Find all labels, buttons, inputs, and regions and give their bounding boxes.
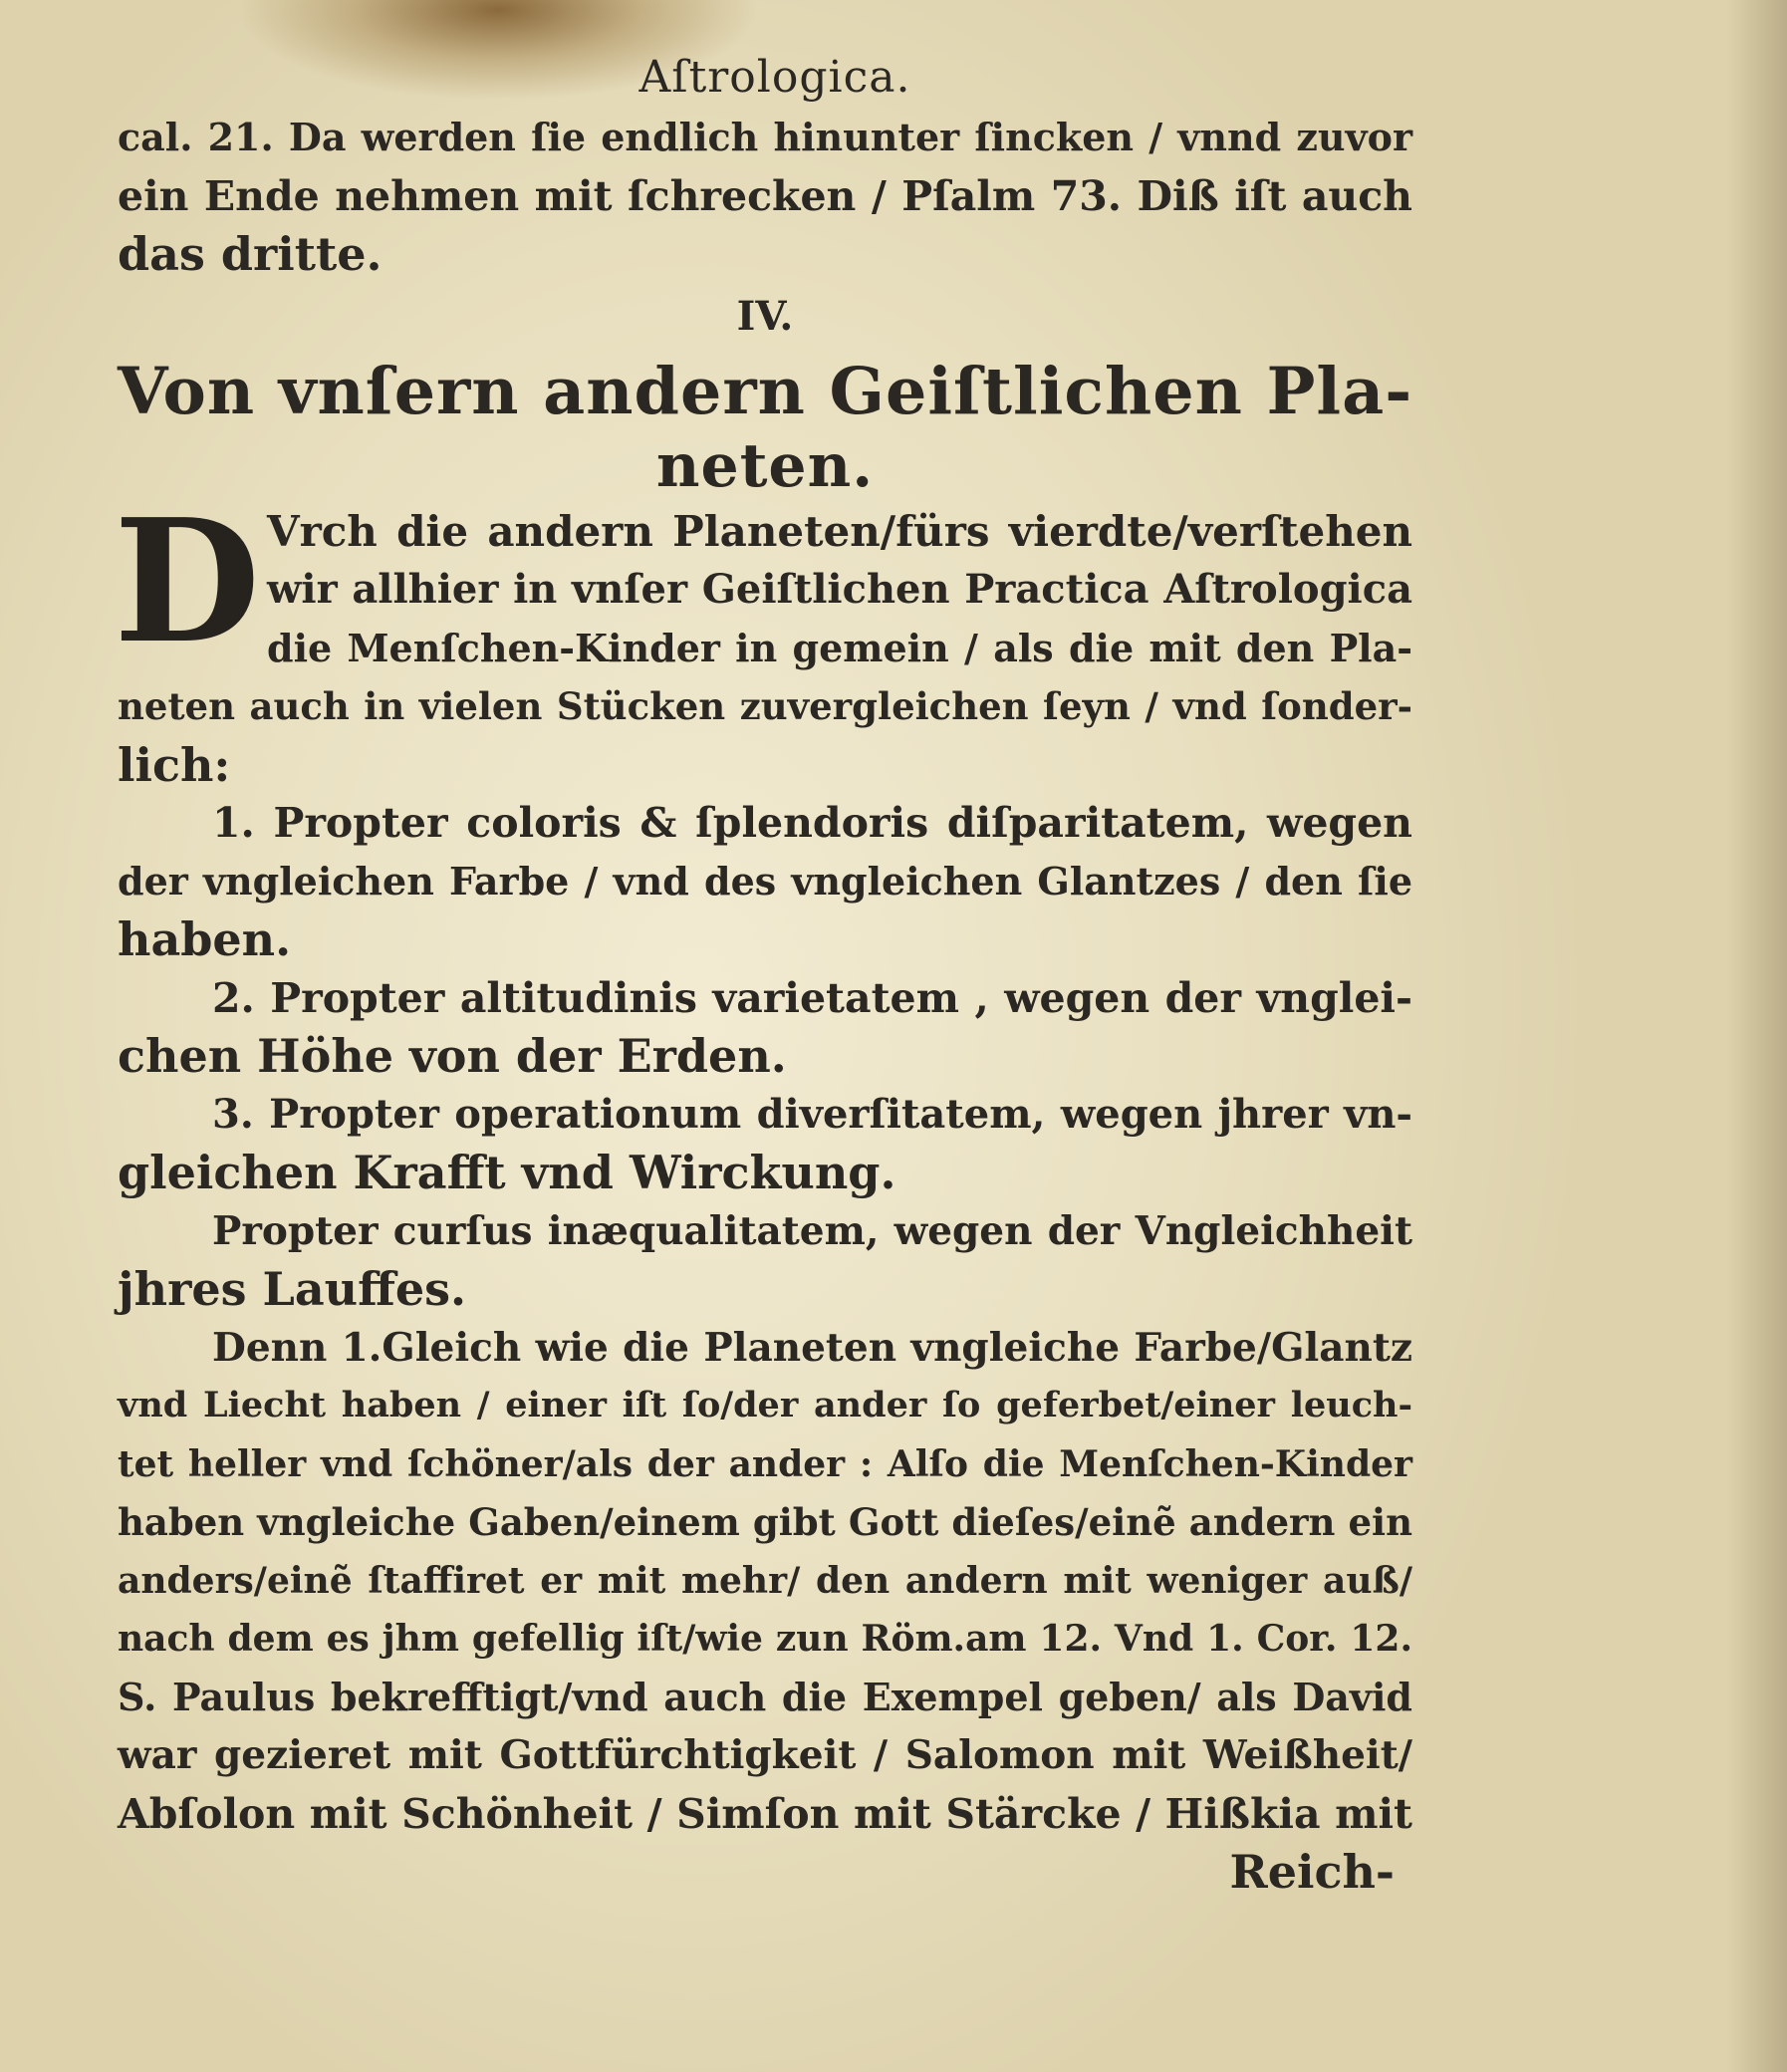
- text-line: war gezieret mit Gottfürchtigkeit / Salomon mit Weißheit/: [118, 1732, 1412, 1778]
- text-line: ein Ende nehmen mit ſchrecken / Pſalm 73. Diß iſt auch: [118, 171, 1412, 220]
- list-item-1: [118, 794, 1412, 969]
- list-item-3: [118, 1086, 1412, 1202]
- text-line: Vrch die andern Planeten/fürs vierdte/verſtehen: [267, 506, 1412, 556]
- text-line: neten auch in vielen Stücken zuvergleichen ſeyn / vnd ſonder-: [118, 684, 1412, 728]
- body-paragraph: [118, 1319, 1412, 1844]
- text-line: Abſolon mit Schönheit / Simſon mit Stärcke / Hißkia mit: [118, 1789, 1412, 1838]
- text-line: der vngleichen Farbe / vnd des vngleichen Glantzes / den ſie: [118, 858, 1412, 904]
- text-line: haben.: [118, 912, 292, 966]
- text-line: nach dem es jhm gefellig iſt/wie zun Röm.am 12. Vnd 1. Cor. 12.: [118, 1618, 1412, 1660]
- drop-cap-initial: D: [114, 481, 261, 681]
- text-line: lich:: [118, 737, 231, 792]
- text-block: [114, 52, 1413, 1901]
- intro-paragraph: [118, 109, 1412, 284]
- running-head: Aſtrologica.: [638, 52, 911, 103]
- text-line: anders/einẽ ſtaffiret er mit mehr/ den andern mit weniger auß/: [118, 1559, 1412, 1602]
- text-line: tet heller vnd ſchöner/als der ander : Alſo die Menſchen-Kinder: [118, 1442, 1412, 1485]
- text-line: das dritte.: [118, 227, 383, 281]
- text-line: cal. 21. Da werden ſie endlich hinunter ſincken / vnnd zuvor: [118, 115, 1412, 159]
- text-line: gleichen Krafft vnd Wirckung.: [118, 1146, 896, 1199]
- text-line: 3. Propter operationum diverſitatem, wegen jhrer vn-: [212, 1090, 1412, 1138]
- text-line: wir allhier in vnſer Geiſtlichen Practica Aſtrologica: [267, 566, 1412, 613]
- catchword: Reich-: [1229, 1845, 1395, 1899]
- heading-line: neten.: [655, 430, 875, 501]
- section-number: IV.: [736, 292, 794, 340]
- text-line: haben vngleiche Gaben/einem gibt Gott dieſes/einẽ andern ein: [118, 1500, 1412, 1544]
- text-line: jhres Lauffes.: [118, 1262, 467, 1316]
- text-line: S. Paulus bekrefftigt/vnd auch die Exempel geben/ als David: [118, 1674, 1412, 1719]
- text-line: vnd Liecht haben / einer iſt ſo/der ander ſo geferbet/einer leuch-: [118, 1385, 1412, 1425]
- opening-paragraph: [114, 481, 1412, 795]
- list-item-2: [118, 969, 1412, 1086]
- page-edge-shadow: [1727, 0, 1787, 2072]
- text-line: 1. Propter coloris & ſplendoris diſparitatem, wegen: [212, 799, 1412, 847]
- text-line: Propter curſus inæqualitatem, wegen der Vngleichheit: [212, 1207, 1412, 1254]
- text-line: Denn 1.Gleich wie die Planeten vngleiche Farbe/Glantz: [212, 1324, 1412, 1371]
- text-line: die Menſchen-Kinder in gemein / als die mit den Pla-: [267, 625, 1412, 670]
- text-line: 2. Propter altitudinis varietatem , wegen der vnglei-: [212, 973, 1412, 1022]
- heading-line: Von vnſern andern Geiſtlichen Pla-: [118, 353, 1413, 429]
- list-item-4: [118, 1202, 1412, 1319]
- section-heading: [118, 348, 1413, 501]
- text-line: chen Höhe von der Erden.: [118, 1029, 787, 1083]
